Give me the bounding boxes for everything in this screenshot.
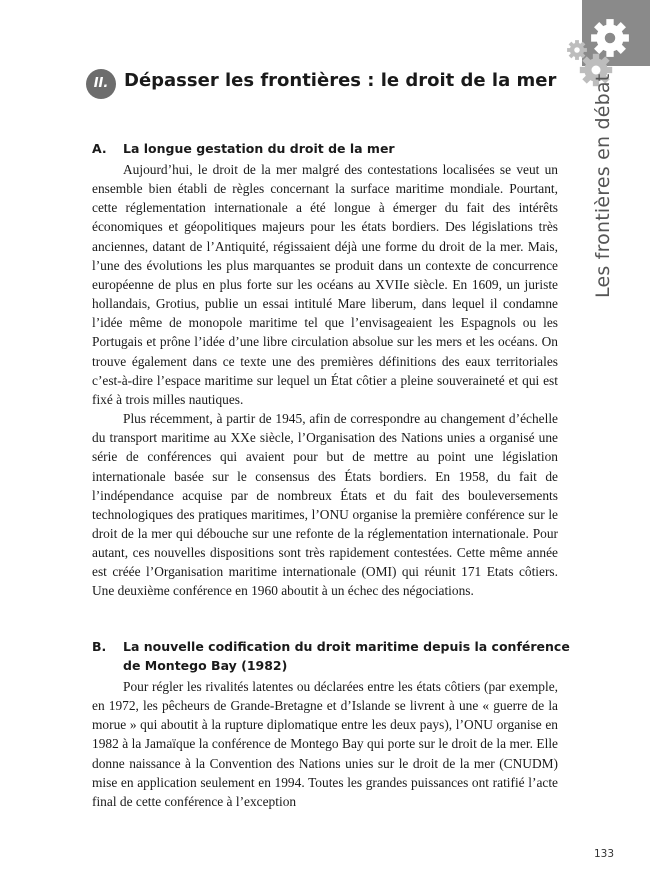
paragraph: Pour régler les rivalités latentes ou déclarées entre les états côtiers (par exemple, en 1972, les pêcheurs de Grande-Bretagne et d’Islande se livrent à une « guerre de la morue » qui aboutit à la rupture diplomatique entre les deux pays), l’ONU organise en 1982 à la Jamaïque la conférence de Montego Bay qui porte sur le droit de la mer. Elle donne naissance à la Convention des Nations unies sur le droit de la mer (CNUDM) mise en application seulement en 1994. Toutes les grandes puissances ont ratifié l’acte final de cette conférence à l’exception <box>92 679 558 809</box>
page-number: 133 <box>594 848 615 860</box>
section-letter: B. <box>92 639 107 654</box>
part-title: Dépasser les frontières : le droit de la mer <box>124 70 557 91</box>
paragraph: Plus récemment, à partir de 1945, afin de correspondre au changement d’échelle du transport maritime au XXe siècle, l’Organisation des Nations unies a organisé une série de conférences qui avaient pour but de mettre au point une législation internationale basée sur le consensus des États bordiers. En 1958, du fait de l’indépendance acquise par de nombreux États et du fait des bouleversements technologiques des pratiques maritimes, l’ONU organise la première conférence sur le droit de la mer qui débouche sur une refonte de la réglementation internationale. Pour autant, ces nouvelles dispositions sont très rapidement contestées. Cette même année est créée l’Organisation maritime internationale (OMI) qui réunit 171 Etats côtiers. Une deuxième conférence en 1960 aboutit à un échec des négociations. <box>92 411 558 599</box>
part-number-badge: II. <box>86 69 116 99</box>
sidebar-running-title: Les frontières en débat <box>592 73 614 298</box>
paragraph: Aujourd’hui, le droit de la mer malgré des contestations localisées se veut un ensemble bien établi de règles concernant la surface maritime mondiale. Pourtant, cette réglementation internationale a été longue à émerger du fait des intérêts économiques et géopolitiques majeurs pour les états bordiers. Des législations très anciennes, datant de l’Antiquité, régissaient déjà une forme du droit de la mer. Mais, l’une des évolutions les plus marquantes se produit dans un contexte de concurrence européenne de plus en plus forte sur les océans au XVIIe siècle. En 1609, un juriste hollandais, Grotius, publie un essai intitulé Mare liberum, dans lequel il condamne l’idée même de monopole maritime tel que l’envisageaient les Espagnols ou les Portugais et prône l’idée d’une libre circulation absolue sur les mers et les océans. On trouve également dans ce texte une des premières définitions des eaux territoriales c’est-à-dire l’espace maritime sur lequel un État côtier a pleine souveraineté et qui est fixé à trois milles nautiques. <box>92 162 558 407</box>
section-a-body <box>92 160 558 601</box>
section-b-body <box>92 677 558 811</box>
section-a-heading <box>92 139 572 158</box>
section-title: La longue gestation du droit de la mer <box>123 141 395 156</box>
section-title: La nouvelle codification du droit maritime depuis la conférence de Montego Bay (1982) <box>123 639 570 673</box>
section-letter: A. <box>92 141 107 156</box>
section-b-heading <box>92 637 572 675</box>
